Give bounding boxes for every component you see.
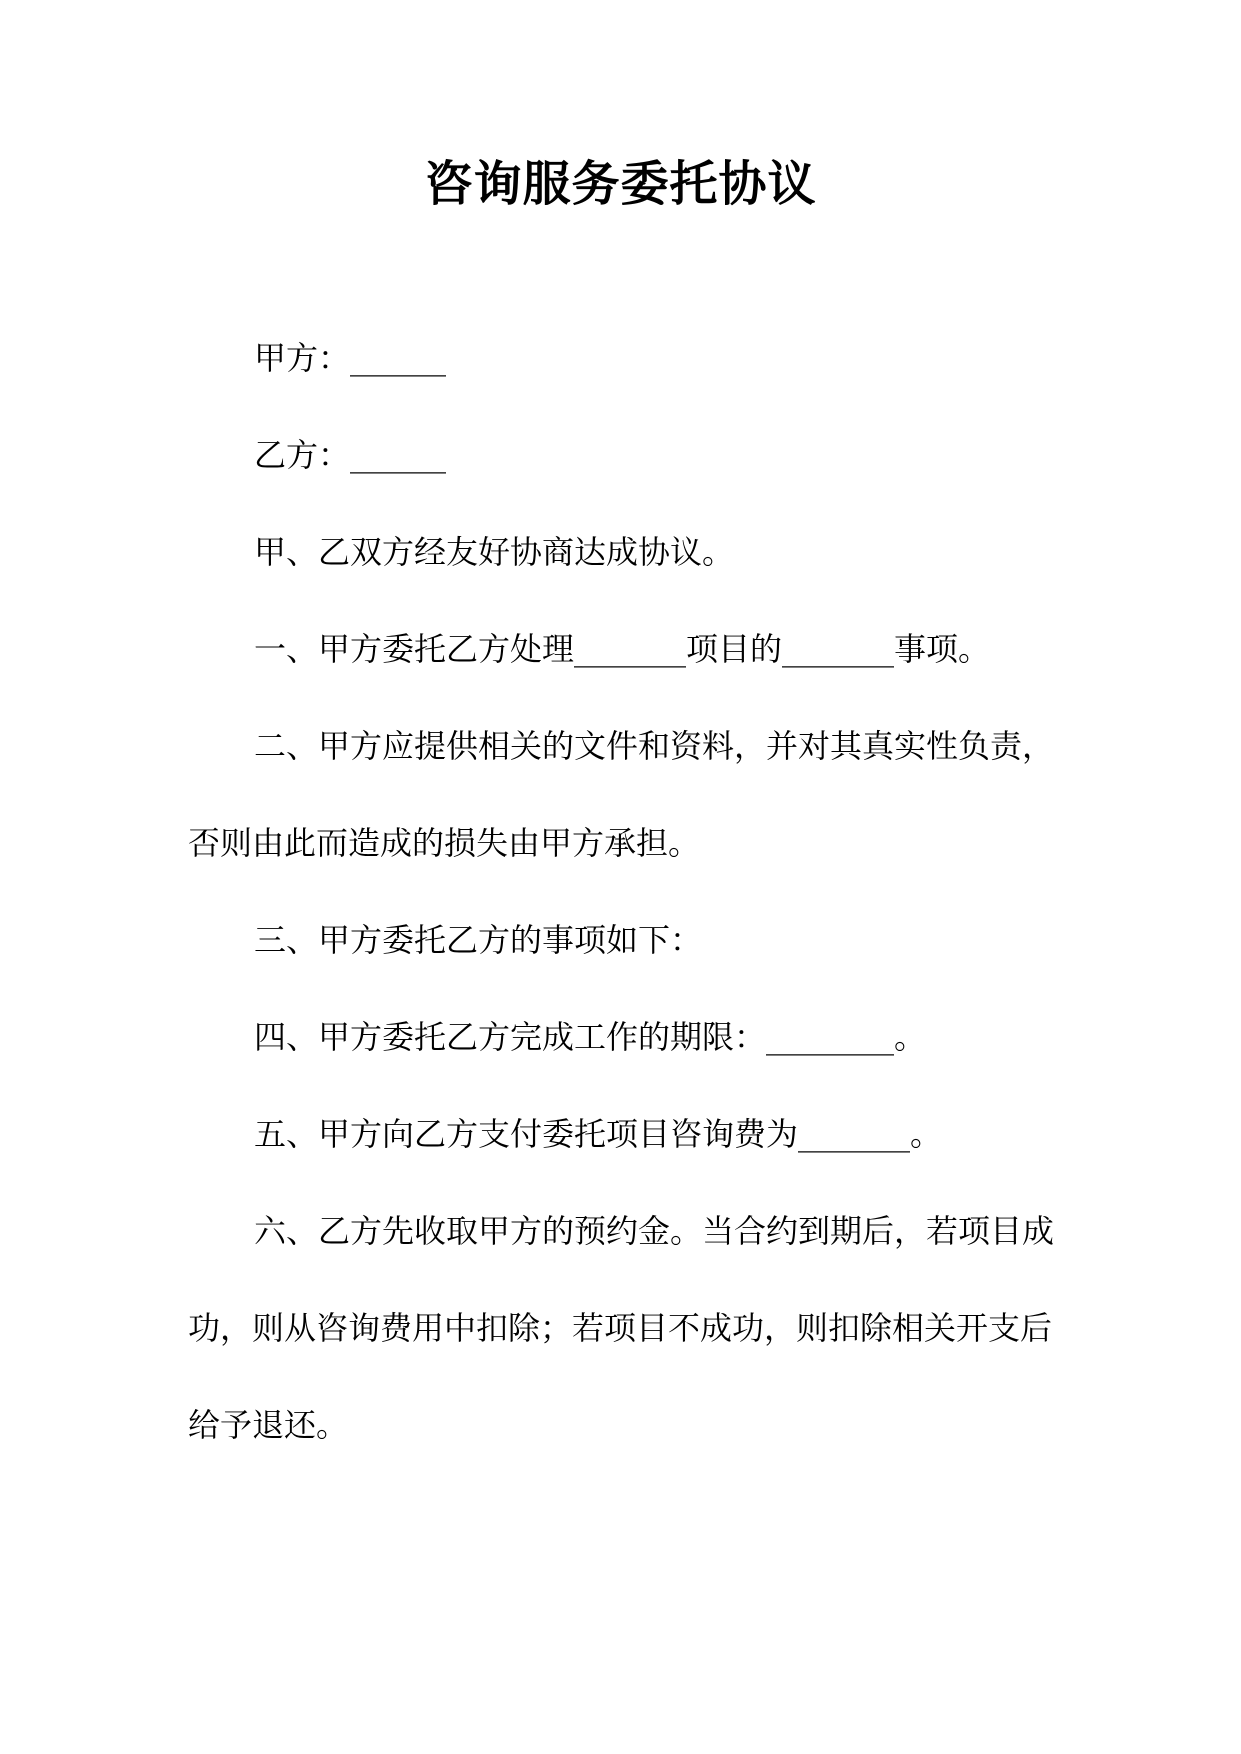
clause-1: 一、甲方委托乙方处理_______项目的_______事项。 <box>254 630 991 668</box>
clause-4: 四、甲方委托乙方完成工作的期限：________。 <box>254 1018 927 1056</box>
clause-5: 五、甲方向乙方支付委托项目咨询费为_______。 <box>254 1115 943 1153</box>
document-title: 咨询服务委托协议 <box>424 156 817 212</box>
document-body <box>188 310 1068 1474</box>
clause-6: 六、乙方先收取甲方的预约金。当合约到期后，若项目成功，则从咨询费用中扣除；若项目不成功，则扣除相关开支后给予退还。 <box>188 1212 1055 1444</box>
party-a-line: 甲方：______ <box>254 339 447 377</box>
party-b-line: 乙方：______ <box>254 436 447 474</box>
clause-2: 二、甲方应提供相关的文件和资料，并对其真实性负责，否则由此而造成的损失由甲方承担。 <box>188 727 1055 862</box>
clause-3: 三、甲方委托乙方的事项如下： <box>254 921 703 959</box>
agreement-intro: 甲、乙双方经友好协商达成协议。 <box>254 533 735 571</box>
